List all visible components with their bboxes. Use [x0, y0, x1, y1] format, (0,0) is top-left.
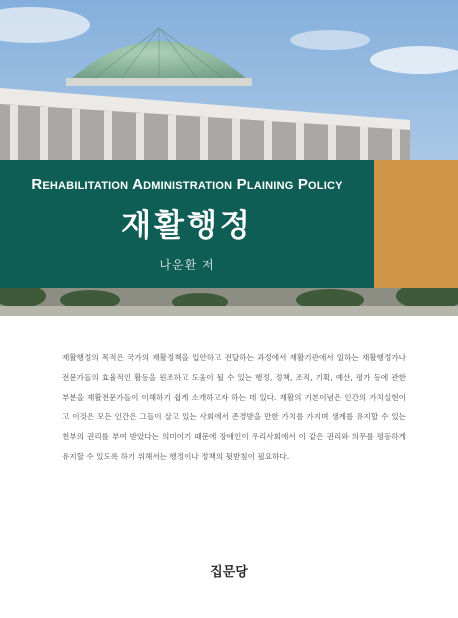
english-subtitle: Rehabilitation Administration Plaining Policy	[31, 176, 343, 193]
book-title: 재활행정	[121, 208, 253, 244]
accent-block	[374, 160, 458, 288]
book-description: 재활행정의 목적은 국가의 재활정책을 입안하고 전달하는 과정에서 재활기관에서 일하는 재활행정가나 전문가들의 효율적인 활동을 원조하고 도움이 될 수 있는 행정, 정책, 조직, 기획, 예산, 평가 등에 관한 부분을 재활전문가들이 이해하기 쉽게 소개하고자 하는 데 있다. 재활의 기본이념은 인간의 가치실현이고 이것은 모든 인간은 그들이 살고 있는 사회에서 존경받을 만한 가치를 가지며 생계를 유지할 수 있는 천부의 권리를 부여 받았다는 의미이기 때문에 장애인이 우리사회에서 이 같은 권리와 의무를 평등하게 유지할 수 있도록 하기 위해서는 행정이나 정책의 뒷받침이 필요하다.	[62, 353, 406, 461]
publisher-logo: 집문당	[210, 565, 248, 580]
author-line: 나운환 저	[159, 258, 215, 272]
